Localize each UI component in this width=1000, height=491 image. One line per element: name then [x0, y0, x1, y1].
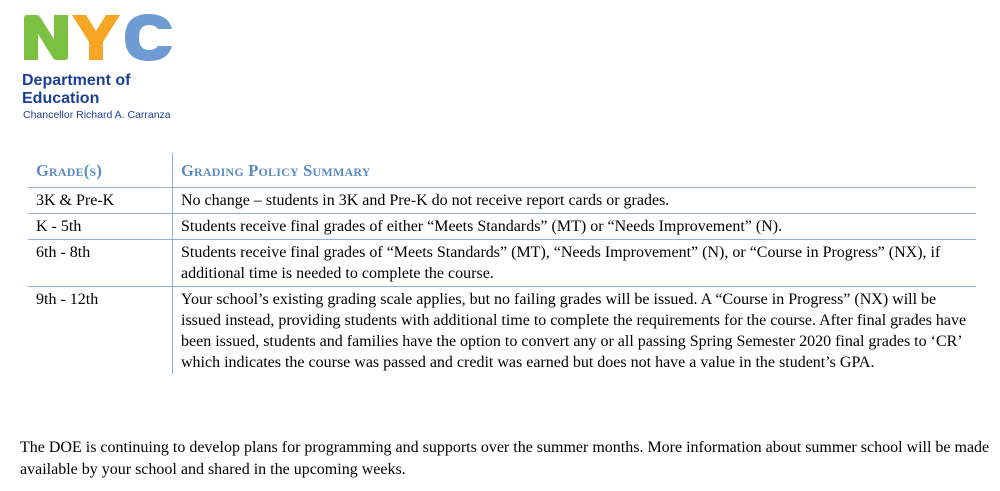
grade-cell: 3K & Pre-K [28, 188, 173, 214]
table-row [28, 240, 976, 287]
nyc-letter-n [24, 15, 68, 60]
department-line-2: Education [22, 90, 100, 107]
summary-cell: Students receive final grades of either “Meets Standards” (MT) or “Needs Improvement” (N). [173, 214, 977, 240]
table-row [28, 214, 976, 240]
nyc-doe-logo [22, 12, 202, 124]
summary-cell: Your school’s existing grading scale applies, but no failing grades will be issued. A “Course in Progress” (NX) will be issued instead, providing students with additional time to complete the requirements for the course. After final grades have been issued, students and families have the option to convert any or all passing Spring Semester 2020 final grades to ‘CR’ which indicates the course was passed and credit was earned but does not have a value in the student’s GPA. [181, 291, 967, 371]
summary-cell: No change – students in 3K and Pre-K do not receive report cards or grades. [173, 188, 977, 214]
table-header-row [28, 153, 976, 188]
summary-cell: Students receive final grades of “Meets Standards” (MT), “Needs Improvement” (N), or “Course in Progress” (NX), if additional time is needed to complete the course. [173, 240, 977, 287]
grade-cell: 9th - 12th [28, 287, 173, 375]
nyc-letter-y [72, 15, 120, 60]
nyc-letter-c [125, 14, 172, 61]
table-row [28, 287, 976, 375]
table-row [28, 188, 976, 214]
department-line-1: Department of [22, 72, 131, 89]
grading-policy-table [28, 153, 976, 374]
grade-cell: 6th - 8th [28, 240, 173, 287]
grades-column-header: Grade(s) [28, 153, 173, 188]
summary-column-header: Grading Policy Summary [173, 153, 977, 188]
footer-paragraph: The DOE is continuing to develop plans for programming and supports over the summer months. More information about summer school will be made available by your school and shared in the upcoming weeks. [20, 439, 990, 478]
grade-cell: K - 5th [28, 214, 173, 240]
nyc-wordmark-icon [22, 12, 182, 64]
chancellor-name: Chancellor Richard A. Carranza [23, 109, 171, 121]
